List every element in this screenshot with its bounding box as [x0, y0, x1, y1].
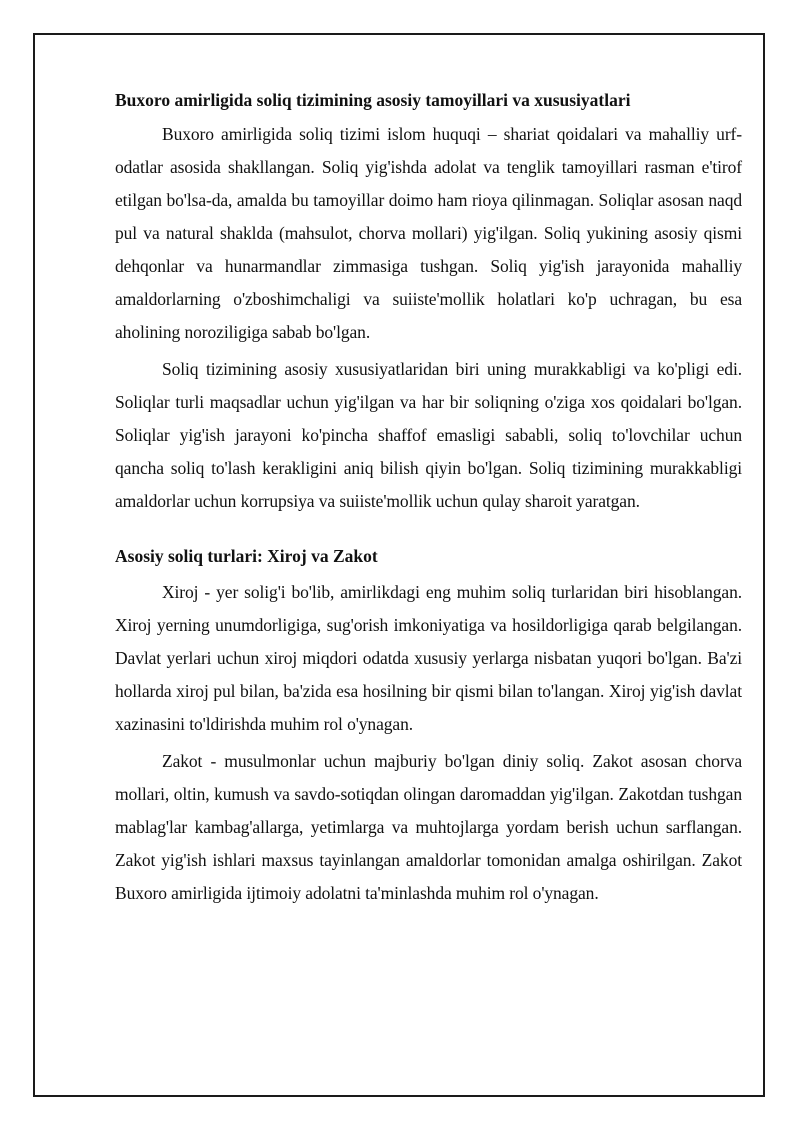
- document-body: [115, 84, 742, 914]
- paragraph-characteristics: Soliq tizimining asosiy xususiyatlaridan biri uning murakkabligi va ko'pligi edi. Soliqlar turli maqsadlar uchun yig'ilgan va har bir soliqning o'ziga xos qoidalari bo'lgan. Soliqlar yig'ish jarayoni ko'pincha shaffof emasligi sababli, soliq to'lovchilar uchun qancha soliq to'lash kerakligini aniq bilish qiyin bo'lgan. Soliq tizimining murakkabligi amaldorlar uchun korrupsiya va suiiste'mollik uchun qulay sharoit yaratgan.: [115, 359, 742, 511]
- document-title: Buxoro amirligida soliq tizimining asosiy tamoyillari va xususiyatlari: [115, 90, 631, 110]
- paragraph-principles: Buxoro amirligida soliq tizimi islom huquqi – shariat qoidalari va mahalliy urf-odatlar asosida shakllangan. Soliq yig'ishda adolat va tenglik tamoyillari rasman e'tirof etilgan bo'lsa-da, amalda bu tamoyillar doimo ham rioya qilinmagan. Soliqlar asosan naqd pul va natural shaklda (mahsulot, chorva mollari) yig'ilgan. Soliq yukining asosiy qismi dehqonlar va hunarmandlar zimmasiga tushgan. Soliq yig'ish jarayonida mahalliy amaldorlarning o'zboshimchaligi va suiiste'mollik holatlari ko'p uchragan, bu esa aholining noroziligiga sabab bo'lgan.: [115, 124, 742, 342]
- section-heading: Asosiy soliq turlari: Xiroj va Zakot: [115, 546, 378, 566]
- paragraph-xiroj: Xiroj - yer solig'i bo'lib, amirlikdagi eng muhim soliq turlaridan biri hisoblangan. Xiroj yerning unumdorligiga, sug'orish imkoniyatiga va hosildorligiga qarab belgilangan. Davlat yerlari uchun xiroj miqdori odatda xususiy yerlarga nisbatan yuqori bo'lgan. Ba'zi hollarda xiroj pul bilan, ba'zida esa hosilning bir qismi bilan to'langan. Xiroj yig'ish davlat xazinasini to'ldirishda muhim rol o'ynagan.: [115, 582, 742, 734]
- paragraph-zakot: Zakot - musulmonlar uchun majburiy bo'lgan diniy soliq. Zakot asosan chorva mollari, oltin, kumush va savdo-sotiqdan olingan daromaddan yig'ilgan. Zakotdan tushgan mablag'lar kambag'allarga, yetimlarga va muhtojlarga yordam berish uchun sarflangan. Zakot yig'ish ishlari maxsus tayinlangan amaldorlar tomonidan amalga oshirilgan. Zakot Buxoro amirligida ijtimoiy adolatni ta'minlashda muhim rol o'ynagan.: [115, 751, 742, 903]
